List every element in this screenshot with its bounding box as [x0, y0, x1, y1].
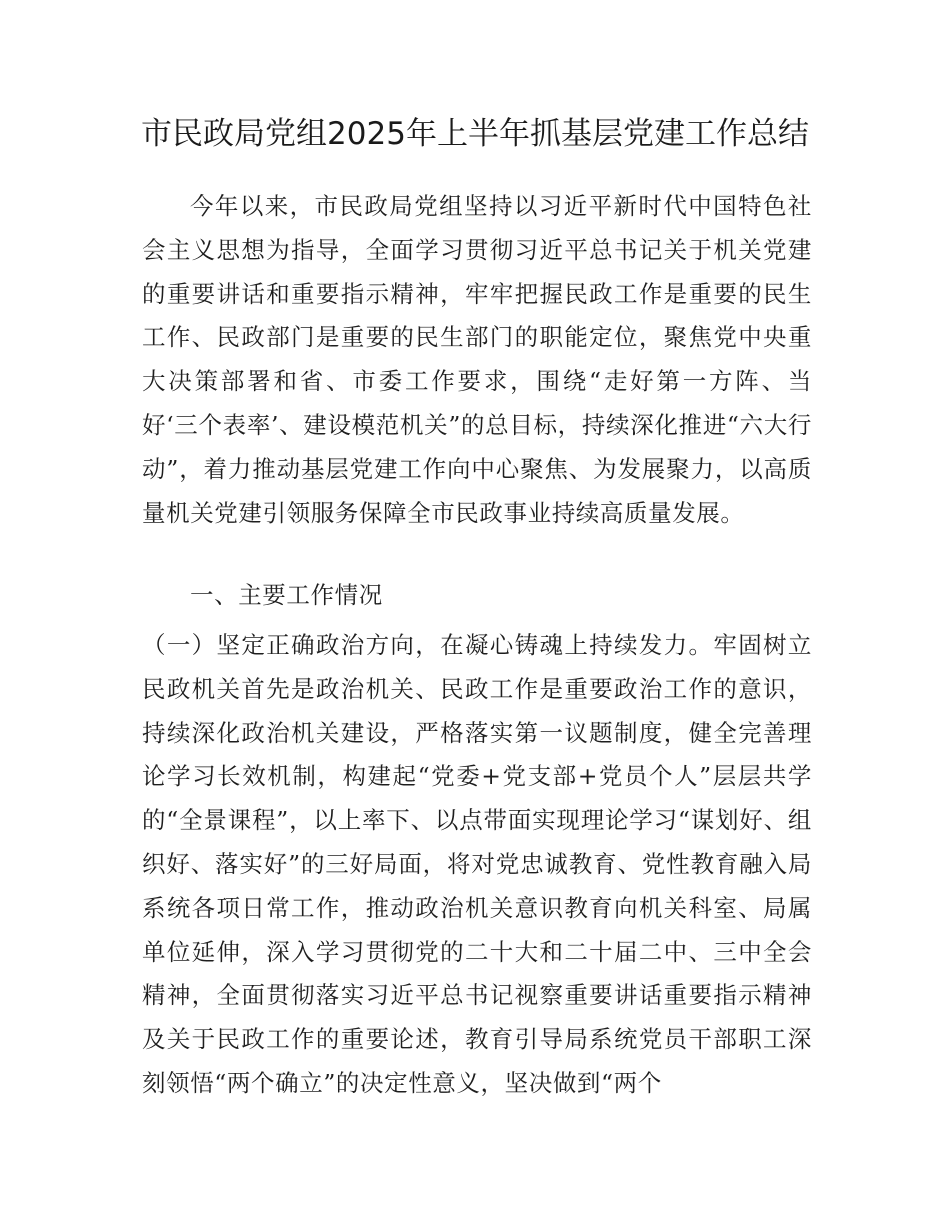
section-heading: 一、主要工作情况	[190, 581, 383, 609]
document-title: 市民政局党组2025年上半年抓基层党建工作总结	[141, 116, 809, 152]
intro-paragraph: 今年以来，市民政局党组坚持以习近平新时代中国特色社会主义思想为指导，全面学习贯彻习近平总书记关于机关党建的重要讲话和重要指示精神，牢牢把握民政工作是重要的民生工作、民政部门是重要的民生部门的职能定位，聚焦党中央重大决策部署和省、市委工作要求，围绕“走好第一方阵、当好‘三个表率’、建设模范机关”的总目标，持续深化推进“六大行动”，着力推动基层党建工作向中心聚焦、为发展聚力，以高质量机关党建引领服务保障全市民政事业持续高质量发展。	[142, 192, 812, 527]
body-paragraph: （一）坚定正确政治方向，在凝心铸魂上持续发力。牢固树立民政机关首先是政治机关、民政工作是重要政治工作的意识，持续深化政治机关建设，严格落实第一议题制度，健全完善理论学习长效机制，构建起“党委+党支部+党员个人”层层共学的“全景课程”，以上率下、以点带面实现理论学习“谋划好、组织好、落实好”的三好局面，将对党忠诚教育、党性教育融入局系统各项日常工作，推动政治机关意识教育向机关科室、局属单位延伸，深入学习贯彻党的二十大和二十届二中、三中全会精神，全面贯彻落实习近平总书记视察重要讲话重要指示精神及关于民政工作的重要论述，教育引导局系统党员干部职工深刻领悟“两个确立”的决定性意义，坚决做到“两个	[142, 631, 812, 1097]
